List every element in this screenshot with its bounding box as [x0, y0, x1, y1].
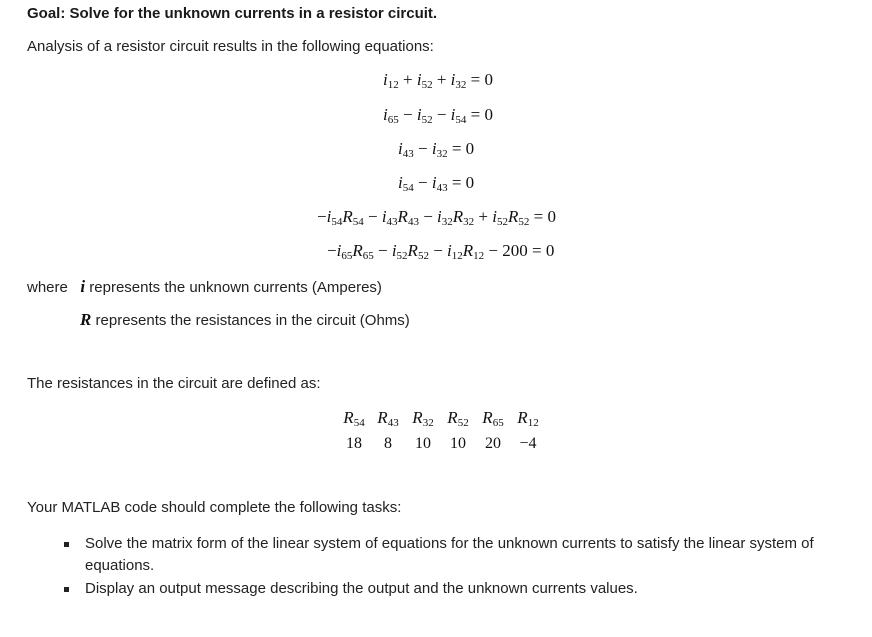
- value-r54: 18: [346, 435, 362, 452]
- equation-4: $i_{54} - i_{43} = 0$: [398, 173, 475, 194]
- r-symbol: R: [80, 310, 92, 329]
- equation-6: $-i_{65}R_{65} - i_{52}R_{52} - i_{12}R_{12} - 200 = 0$: [327, 241, 555, 262]
- i-description: represents the unknown currents (Amperes): [89, 279, 382, 296]
- tasks-intro: Your MATLAB code should complete the following tasks:: [27, 499, 402, 516]
- i-symbol: i: [80, 277, 86, 296]
- value-r12: −4: [519, 435, 537, 452]
- header-r65: $R_{65}$: [482, 408, 504, 429]
- where-label: where: [27, 279, 68, 296]
- r-description: represents the resistances in the circuit (Ohms): [95, 312, 410, 329]
- value-r52: 10: [450, 435, 466, 452]
- where-r-definition: [80, 310, 410, 330]
- header-r32: $R_{32}$: [412, 408, 434, 429]
- header-r12: $R_{12}$: [517, 408, 539, 429]
- equation-1: $i_{12} + i_{52} + i_{32} = 0$: [383, 70, 493, 91]
- task-list: [60, 533, 860, 601]
- equation-2: $i_{65} - i_{52} - i_{54} = 0$: [383, 105, 493, 126]
- intro-text: Analysis of a resistor circuit results in the following equations:: [27, 38, 434, 55]
- value-r65: 20: [485, 435, 501, 452]
- goal-heading: Goal: Solve for the unknown currents in a resistor circuit.: [27, 5, 438, 22]
- resistances-intro: The resistances in the circuit are defined as:: [27, 375, 321, 392]
- header-r54: $R_{54}$: [343, 408, 365, 429]
- value-r32: 10: [415, 435, 431, 452]
- header-r52: $R_{52}$: [447, 408, 469, 429]
- equation-3: $i_{43} - i_{32} = 0$: [398, 139, 475, 160]
- where-i-definition: [27, 277, 382, 297]
- task-item: Display an output message describing the output and the unknown currents values.: [60, 578, 860, 600]
- task-item: Solve the matrix form of the linear system of equations for the unknown currents to satisfy the linear system of equations.: [60, 533, 860, 577]
- header-r43: $R_{43}$: [377, 408, 399, 429]
- value-r43: 8: [384, 435, 392, 452]
- equation-5: $-i_{54}R_{54} - i_{43}R_{43} - i_{32}R_{32} + i_{52}R_{52} = 0$: [317, 207, 556, 228]
